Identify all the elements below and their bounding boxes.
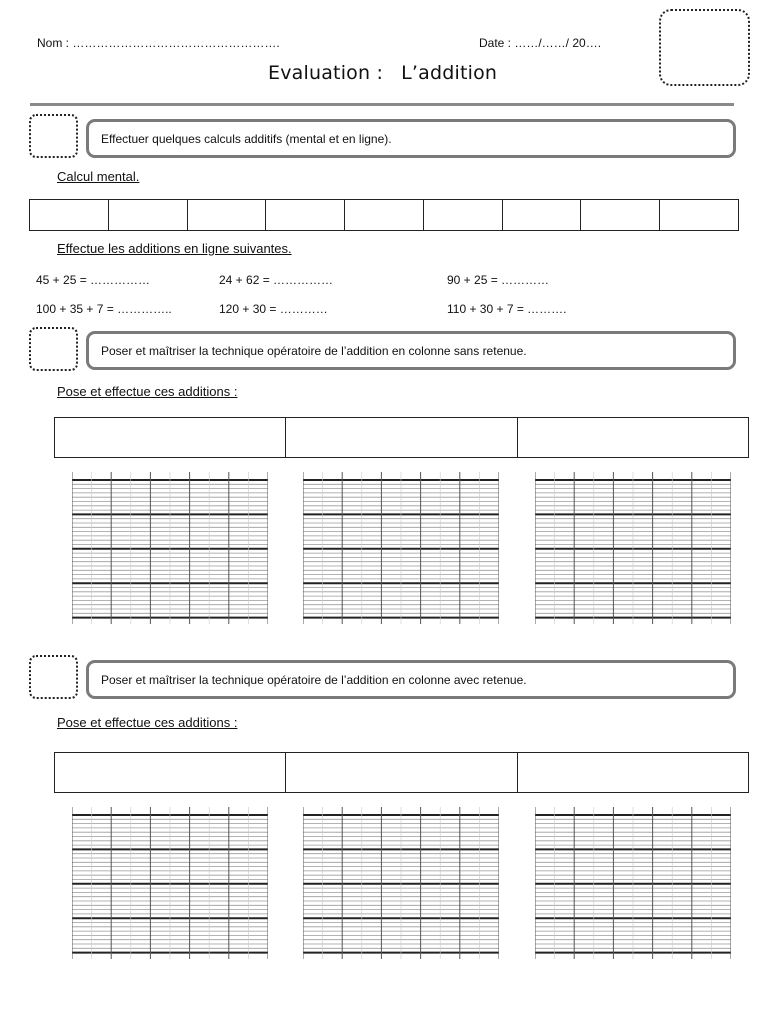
operation-cell[interactable] — [517, 418, 748, 458]
operation-cell[interactable] — [286, 418, 517, 458]
mental-cell[interactable] — [345, 200, 424, 231]
title-main: Evaluation : — [268, 62, 384, 84]
score-box-3 — [29, 655, 78, 699]
mental-cell[interactable] — [108, 200, 187, 231]
seyes-grid[interactable] — [72, 472, 268, 624]
calc-item: 90 + 25 = ………… — [447, 273, 550, 287]
grade-box — [659, 9, 750, 86]
seyes-grid[interactable] — [535, 807, 731, 959]
seyes-grid[interactable] — [72, 807, 268, 959]
calc-item: 120 + 30 = ………… — [219, 302, 328, 316]
objective-1 — [86, 119, 736, 158]
operation-cell[interactable] — [55, 753, 286, 793]
operations-table-1 — [54, 417, 749, 458]
calc-item: 45 + 25 = …………… — [36, 273, 151, 287]
operation-cell[interactable] — [517, 753, 748, 793]
seyes-grid[interactable] — [303, 807, 499, 959]
mental-cell[interactable] — [266, 200, 345, 231]
score-box-2 — [29, 327, 78, 371]
mental-cell[interactable] — [187, 200, 266, 231]
calc-item: 110 + 30 + 7 = ………. — [447, 302, 567, 316]
subtitle-mental: Calcul mental. — [57, 169, 140, 184]
mental-cell[interactable] — [423, 200, 502, 231]
mental-calc-table — [29, 199, 739, 231]
mental-cell[interactable] — [30, 200, 109, 231]
seyes-grid[interactable] — [303, 472, 499, 624]
operation-cell[interactable] — [55, 418, 286, 458]
objective-2 — [86, 331, 736, 370]
mental-cell[interactable] — [502, 200, 581, 231]
page-title — [268, 62, 497, 84]
operations-table-2 — [54, 752, 749, 793]
subtitle-inline: Effectue les additions en ligne suivantes. — [57, 241, 292, 256]
calc-item: 100 + 35 + 7 = ………….. — [36, 302, 172, 316]
subtitle-pose-1: Pose et effectue ces additions : — [57, 384, 238, 399]
seyes-grid[interactable] — [535, 472, 731, 624]
date-field[interactable]: Date : ……/……/ 20…. — [479, 36, 602, 50]
mental-cell[interactable] — [581, 200, 660, 231]
objective-3 — [86, 660, 736, 699]
objective-3-text: Poser et maîtriser la technique opératoire de l’addition en colonne avec retenue. — [101, 672, 527, 687]
header-divider — [30, 103, 734, 106]
calc-item: 24 + 62 = …………… — [219, 273, 334, 287]
title-sub: L’addition — [401, 62, 498, 84]
objective-2-text: Poser et maîtriser la technique opératoire de l’addition en colonne sans retenue. — [101, 343, 527, 358]
objective-1-text: Effectuer quelques calculs additifs (mental et en ligne). — [101, 131, 392, 146]
mental-cell[interactable] — [660, 200, 739, 231]
subtitle-pose-2: Pose et effectue ces additions : — [57, 715, 238, 730]
name-field[interactable]: Nom : ……………………………………………. — [37, 36, 280, 50]
score-box-1 — [29, 114, 78, 158]
operation-cell[interactable] — [286, 753, 517, 793]
